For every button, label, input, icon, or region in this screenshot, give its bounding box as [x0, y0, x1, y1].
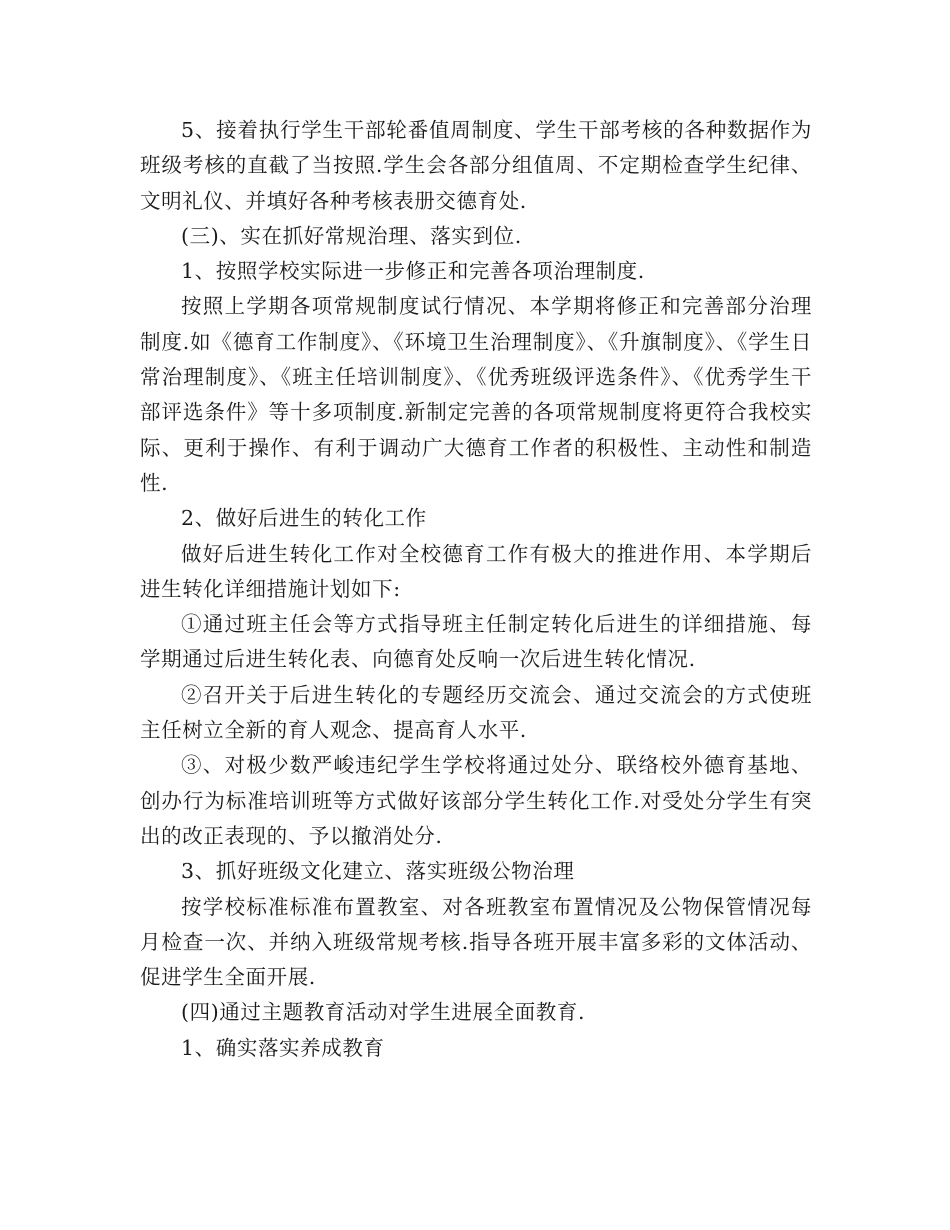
- subsection-heading: 1、确实落实养成教育: [181, 1035, 385, 1060]
- paragraph: 按照上学期各项常规制度试行情况、本学期将修正和完善部分治理制度.如《德育工作制度》、《环境卫生治理制度》、《升旗制度》、《学生日常治理制度》、《班主任培训制度》、《优秀班级评选条件》、《优秀学生干部评选条件》等十多项制度.新制定完善的各项常规制度将更符合我校实际、更利于操作、有利于调动广大德育工作者的积极性、主动性和制造性.: [140, 294, 812, 495]
- list-item: ①通过班主任会等方式指导班主任制定转化后进生的详细措施、每学期通过后进生转化表、向德育处反响一次后进生转化情况.: [140, 612, 812, 672]
- paragraph: 按学校标准标准布置教室、对各班教室布置情况及公物保管情况每月检查一次、并纳入班级常规考核.指导各班开展丰富多彩的文体活动、促进学生全面开展.: [140, 894, 812, 990]
- subsection-heading: 2、做好后进生的转化工作: [181, 506, 427, 531]
- paragraph: 做好后进生转化工作对全校德育工作有极大的推进作用、本学期后进生转化详细措施计划如下:: [140, 541, 812, 601]
- section-heading: (四)通过主题教育活动对学生进展全面教育.: [181, 1000, 586, 1025]
- list-item: ③、对极少数严峻违纪学生学校将通过处分、联络校外德育基地、创办行为标准培训班等方式做好该部分学生转化工作.对受处分学生有突出的改正表现的、予以撤消处分.: [140, 753, 812, 848]
- paragraph: 5、接着执行学生干部轮番值周制度、学生干部考核的各种数据作为班级考核的直截了当按照.学生会各部分组值周、不定期检查学生纪律、文明礼仪、并填好各种考核表册交德育处.: [140, 118, 812, 213]
- subsection-heading: 1、按照学校实际进一步修正和完善各项治理制度.: [181, 259, 645, 284]
- list-item: ②召开关于后进生转化的专题经历交流会、通过交流会的方式使班主任树立全新的育人观念、提高育人水平.: [140, 682, 812, 743]
- document-body: [140, 113, 812, 1066]
- section-heading: (三)、实在抓好常规治理、落实到位.: [181, 223, 522, 248]
- subsection-heading: 3、抓好班级文化建立、落实班级公物治理: [181, 859, 575, 884]
